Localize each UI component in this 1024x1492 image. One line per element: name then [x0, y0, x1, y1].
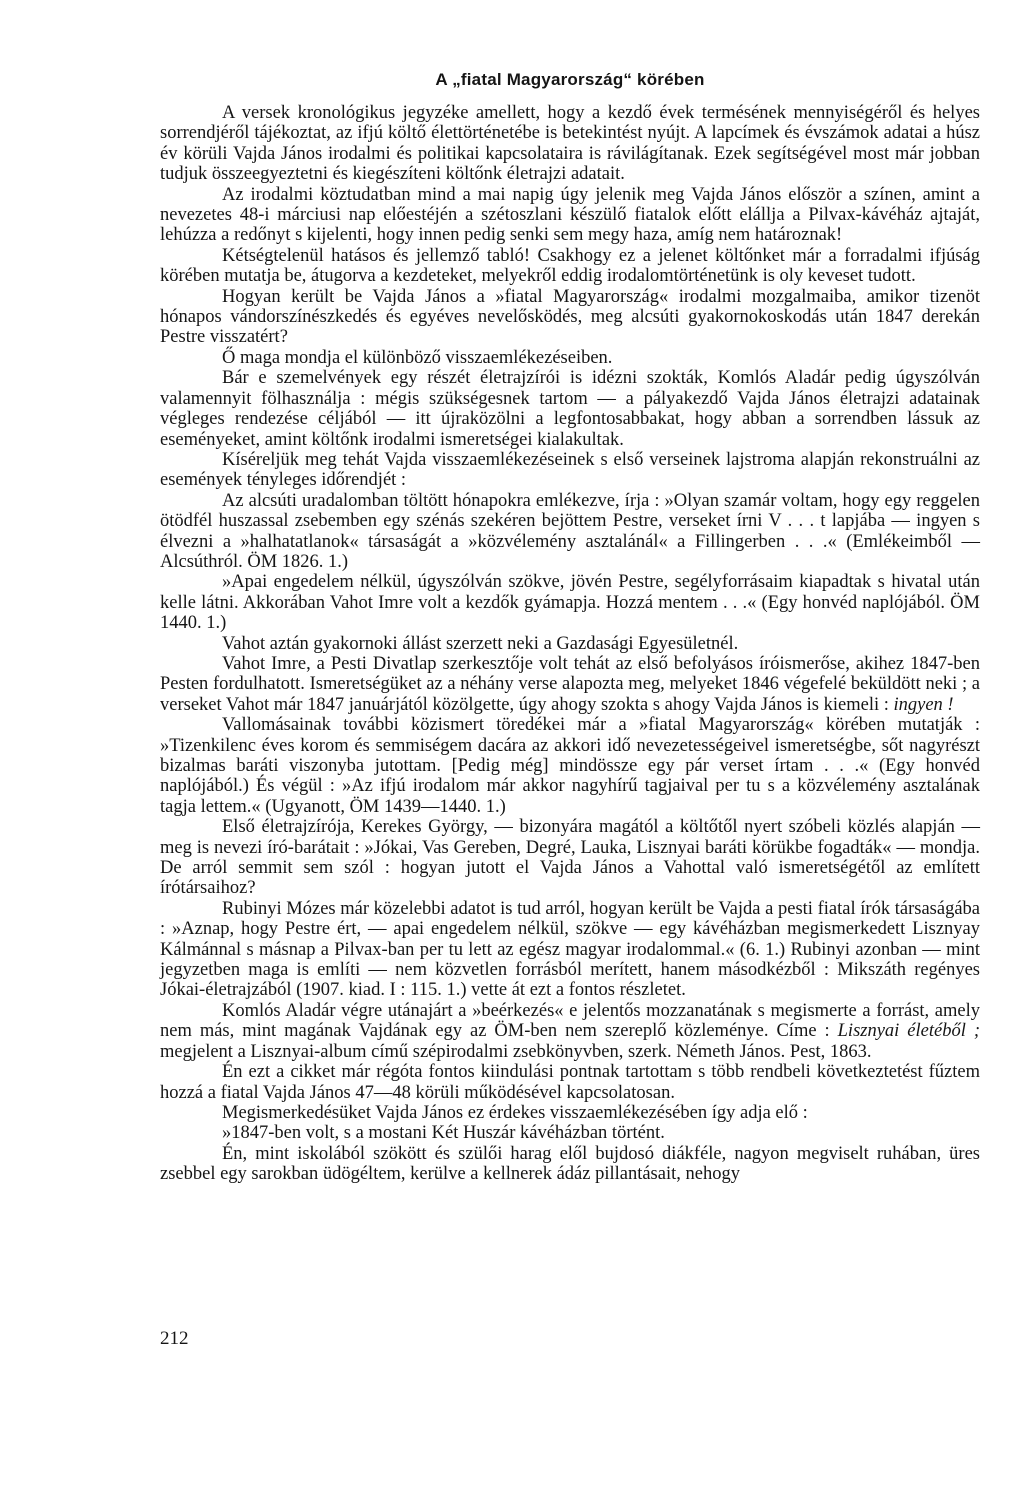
paragraph-text: A versek kronológikus jegyzéke amellett, hogy a kezdő évek termésének mennyiségéről és helyes sorrendjéről tájékoztat, az ifjú költő élettörténetébe is betekintést nyújt. A lapcímek és évszámok adatai a húsz év körüli Vajda János irodalmi és politikai kapcsolataira is rávilágítanak. Ezek segítségével most már jobban tudjuk összeegyeztetni és kiegészíteni költőnk életrajzi adatait. — [160, 103, 980, 185]
paragraph-text: Az alcsúti uradalomban töltött hónapokra emlékezve, írja : »Olyan szamár voltam, hogy egy reggelen ötödfél huszassal zsebemben egy szénás szekéren bejöttem Pestre, verseket írni V . . . t lapjába — ingyen s élvezni a »halhatatlanok« társaságát a »közvélemény asztalánál« a Fillingerben . . .« (Emlékeimből — Alcsúthról. ÖM 1826. 1.) — [160, 490, 980, 572]
paragraph-text: Kíséreljük meg tehát Vajda visszaemlékezéseinek s első verseinek lajstroma alapján rekonstruálni az események tényleges időrendjét : — [160, 449, 980, 491]
paragraph — [160, 817, 980, 899]
paragraph-text: Én ezt a cikket már régóta fontos kiindulási pontnak tartottam s több rendbeli következtetést fűztem hozzá a fiatal Vajda János 47—48 körüli működésével kapcsolatosan. — [160, 1062, 980, 1103]
paragraph — [160, 491, 980, 573]
paragraph — [160, 1103, 980, 1123]
paragraph-text: Rubinyi Mózes már közelebbi adatot is tud arról, hogyan került be Vajda a pesti fiatal írók társaságába : »Aznap, hogy Pestre ért, — apai engedelem nélkül, szökve — egy kávéházban megismerkedett Lisznyay Kálmánnal s másnap a Pilvax-ban per tu lett az egész magyar irodalommal.« (6. 1.) Rubinyi azonban — mint jegyzetben maga is említi — nem közvetlen forrásból merített, hanem másodkézből : Mikszáth regényes Jókai-életrajzából (1907. kiad. I : 115. 1.) vette át ezt a fontos részletet. — [160, 898, 980, 1001]
paragraph — [160, 572, 980, 633]
paragraph — [160, 1062, 980, 1103]
body-text — [160, 103, 980, 1185]
page-number: 212 — [160, 1328, 189, 1349]
paragraph — [160, 368, 980, 450]
paragraph — [160, 103, 980, 185]
paragraph-text: Én, mint iskolából szökött és szülői harag elől bujdosó diákféle, nagyon megviselt ruhában, üres zsebbel egy sarokban üdögéltem, kerülve a kellnerek ádáz pillantásait, nehogy — [160, 1143, 980, 1185]
paragraph — [160, 899, 980, 1001]
paragraph — [160, 287, 980, 348]
paragraph — [160, 185, 980, 246]
paragraph-text: »Apai engedelem nélkül, úgyszólván szökve, jövén Pestre, segélyforrásaim kiapadtak s hivatal után kelle látni. Akkorában Vahot Imre volt a kezdők gyámapja. Hozzá mentem . . .« (Egy honvéd naplójából. ÖM 1440. 1.) — [160, 572, 980, 634]
paragraph-text: Vahot Imre, a Pesti Divatlap szerkesztője volt tehát az első befolyásos íróismerőse, akihez 1847-ben Pesten fordulhatott. Ismeretségüket az a néhány verse alapozta meg, melyeket 1846 végefelé beküldött neki ; a verseket Vahot már 1847 januárjától közölgette, úgy ahogy szokta s ahogy Vajda János is kiemeli : — [160, 653, 980, 715]
chapter-heading: A „fiatal Magyarország“ körében — [435, 70, 705, 89]
paragraph-text: Kétségtelenül hatásos és jellemző tabló! Csakhogy ez a jelenet költőnket már a forradalmi ifjúság körében mutatja be, átugorva a kezdeteket, melyekről eddig irodalomtörténetünk is oly keveset tudott. — [160, 245, 980, 287]
paragraph — [160, 1001, 980, 1062]
paragraph-text: Bár e szemelvények egy részét életrajzírói is idézni szokták, Komlós Aladár pedig úgyszólván valamennyit fölhasználja : mégis szükségesnek tartom — a pályakezdő Vajda János életrajzi adatainak végleges rendezése céljából — itt újraközölni a legfontosabbakat, hogy abban a sorrendben lássuk az eseményeket, amint költőnk irodalmi ismeretségei kialakultak. — [160, 368, 980, 450]
paragraph — [160, 246, 980, 287]
paragraph-text: Első életrajzírója, Kerekes György, — bizonyára magától a költőtől nyert szóbeli közlés alapján — meg is nevezi író-barátait : »Jókai, Vas Gereben, Degré, Lauka, Lisznyai baráti körükbe fogadták« — mondja. De arról semmit sem szól : hogyan jutott el Vajda János a Vahottal való ismeretségétől az említett írótársaihoz? — [160, 817, 980, 899]
paragraph-text: megjelent a Lisznyai-album című szépirodalmi zsebkönyvben, szerk. Németh János. Pest, 1863. — [160, 1041, 872, 1062]
paragraph — [160, 654, 980, 715]
paragraph-text: Hogyan került be Vajda János a »fiatal Magyarország« irodalmi mozgalmaiba, amikor tizenöt hónapos vándorszínészkedés és egyéves nevelősködés, meg alcsúti gyakornokoskodás után 1847 derekán Pestre visszatért? — [160, 286, 980, 348]
paragraph-text: Az irodalmi köztudatban mind a mai napig úgy jelenik meg Vajda János először a színen, amint a nevezetes 48-i márciusi nap előestéjén a szétoszlani készülő fiatalok előtt elállja a Pilvax-kávéház ajtaját, lehúzza a redőnyt s kijelenti, hogy innen pedig senki sem megy haza, amíg nem határoznak! — [160, 184, 980, 246]
paragraph — [160, 1123, 980, 1143]
italic-title: ingyen ! — [893, 694, 954, 715]
paragraph-text: Vahot aztán gyakornoki állást szerzett neki a Gazdasági Egyesületnél. — [222, 633, 739, 654]
paragraph-text: »1847-ben volt, s a mostani Két Huszár kávéházban történt. — [222, 1123, 665, 1144]
italic-title: Lisznyai életéből ; — [837, 1021, 980, 1042]
paragraph — [160, 715, 980, 817]
paragraph-text: Ő maga mondja el különböző visszaemlékezéseiben. — [222, 347, 613, 368]
paragraph-text: Komlós Aladár végre utánajárt a »beérkezés« e jelentős mozzanatának s megismerte a forrást, amely nem más, mint magának Vajdának egy az ÖM-ben nem szereplő közleménye. Címe : — [160, 1000, 980, 1042]
paragraph — [160, 450, 980, 491]
paragraph-text: Megismerkedésüket Vajda János ez érdekes visszaemlékezésében így adja elő : — [222, 1102, 808, 1123]
paragraph — [160, 1144, 980, 1185]
paragraph — [160, 634, 980, 654]
paragraph — [160, 348, 980, 368]
paragraph-text: Vallomásainak további közismert töredékei már a »fiatal Magyarország« körében mutatják : »Tizenkilenc éves korom és semmiségem dacára az akkori idő nevezetességeivel ismeretségbe, sőt nagyrészt bizalmas baráti viszonyba jutottam. [Pedig még] mindössze egy pár verset írtam . . .« (Egy honvéd naplójából.) És végül : »Az ifjú irodalom már akkor nagyhírű tagjaival per tu s a közvélemény asztalának tagja lettem.« (Ugyanott, ÖM 1439—1440. 1.) — [160, 715, 980, 817]
